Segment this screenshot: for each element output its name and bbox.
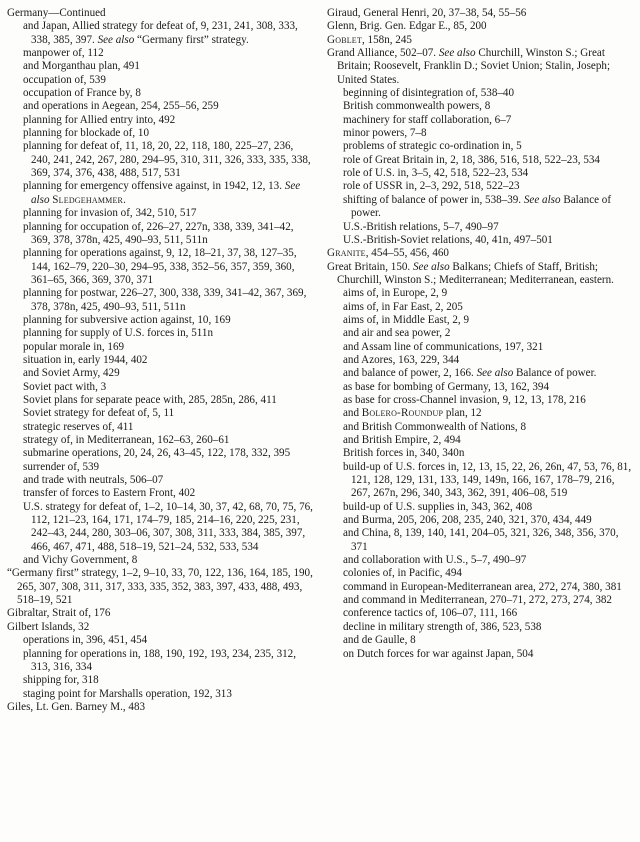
- index-heading: Grand Alliance, 502–07. See also Churchill, Winston S.; Great Britain; Roosevelt, Franklin D.; Soviet Union; Stalin, Joseph; United States.: [327, 47, 613, 86]
- index-heading: Germany—Continued: [7, 7, 106, 19]
- index-subentry: aims of, in Far East, 2, 205: [343, 300, 463, 313]
- index-subentry: aims of, in Europe, 2, 9: [343, 287, 448, 300]
- index-subentry: strategic reserves of, 411: [23, 420, 134, 433]
- index-subentry: and air and sea power, 2: [343, 327, 451, 340]
- index-subentry: and de Gaulle, 8: [343, 634, 416, 647]
- index-subentry: planning for supply of U.S. forces in, 511n: [23, 327, 214, 340]
- index-subentry: role of Great Britain in, 2, 18, 386, 516, 518, 522–23, 534: [343, 153, 600, 166]
- index-subentry: conference tactics of, 106–07, 111, 166: [343, 607, 518, 620]
- index-subentry: situation in, early 1944, 402: [23, 353, 148, 366]
- see-also-reference: Balkans; Chiefs of Staff, British; Churchill, Winston S.; Mediterranean; Mediterranean, eastern.: [337, 260, 614, 286]
- index-subentry: colonies of, in Pacific, 494: [343, 567, 462, 580]
- see-also-label: See also: [523, 193, 561, 206]
- index-subentry: as base for cross-Channel invasion, 9, 12, 13, 178, 216: [343, 393, 586, 406]
- index-subentry: planning for operations against, 9, 12, 18–21, 37, 38, 127–35, 144, 162–79, 220–30, 294–95, 338, 352–56, 357, 359, 360, 361–65, 366, 369, 370, 371: [23, 247, 300, 286]
- see-also-label: See also: [97, 33, 135, 46]
- index-subentry: and British Empire, 2, 494: [343, 434, 461, 446]
- smallcaps-term: Bolero-Roundup: [361, 407, 444, 420]
- index-subentry: and China, 8, 139, 140, 141, 204–05, 321, 326, 348, 356, 370, 371: [343, 527, 622, 553]
- see-also-reference: Balance of power.: [351, 193, 614, 220]
- index-subentry: aims of, in Middle East, 2, 9: [343, 313, 470, 326]
- index-subentry: manpower of, 112: [23, 47, 104, 60]
- see-also-reference: Balance of power.: [516, 367, 597, 380]
- smallcaps-term: Goblet: [327, 33, 362, 46]
- index-subentry: minor powers, 7–8: [343, 127, 427, 140]
- index-subentry: and command in Mediterranean, 270–71, 272, 273, 274, 382: [343, 594, 612, 607]
- index-subentry: strategy of, in Mediterranean, 162–63, 260–61: [23, 434, 230, 446]
- index-subentry: shipping for, 318: [23, 674, 99, 687]
- index-subentry: British forces in, 340, 340n: [343, 447, 465, 460]
- index-column-right: [327, 7, 632, 661]
- index-subentry: and trade with neutrals, 506–07: [23, 474, 164, 487]
- index-subentry: command in European-Mediterranean area, 272, 274, 380, 381: [343, 580, 622, 593]
- index-subentry: planning for defeat of, 11, 18, 20, 22, 118, 180, 225–27, 236, 240, 241, 242, 267, 280, 294–95, 310, 311, 326, 333, 335, 338, 369, 374, 376, 438, 488, 517, 531: [23, 140, 314, 180]
- index-heading: Glenn, Brig. Gen. Edgar E., 85, 200: [327, 20, 487, 33]
- index-heading: Goblet, 158n, 245: [327, 33, 412, 46]
- see-also-label: See also: [476, 367, 514, 380]
- index-subentry: occupation of France by, 8: [23, 87, 141, 100]
- index-subentry: Soviet plans for separate peace with, 285, 285n, 286, 411: [23, 393, 277, 406]
- index-subentry: shifting of balance of power in, 538–39. See also Balance of power.: [343, 193, 614, 220]
- index-subentry: role of USSR in, 2–3, 292, 518, 522–23: [343, 180, 520, 193]
- index-heading: Great Britain, 150. See also Balkans; Chiefs of Staff, British; Churchill, Winston S.; Mediterranean; Mediterranean, eastern.: [327, 260, 614, 286]
- index-subentry: and operations in Aegean, 254, 255–56, 259: [23, 100, 219, 113]
- see-also-reference: Churchill, Winston S.; Great Britain; Roosevelt, Franklin D.; Soviet Union; Stalin, Joseph; United States.: [337, 47, 613, 86]
- index-subentry: staging point for Marshalls operation, 192, 313: [23, 687, 232, 700]
- see-also-reference: “Germany first” strategy.: [137, 33, 249, 46]
- index-subentry: machinery for staff collaboration, 6–7: [343, 113, 512, 126]
- index-subentry: build-up of U.S. supplies in, 343, 362, 408: [343, 500, 533, 513]
- index-subentry: and Japan, Allied strategy for defeat of, 9, 231, 241, 308, 333, 338, 385, 397. See also “Germany first” strategy.: [23, 20, 301, 46]
- index-subentry: Soviet strategy for defeat of, 5, 11: [23, 407, 175, 420]
- index-subentry: operations in, 396, 451, 454: [23, 634, 148, 647]
- index-heading: Granite, 454–55, 456, 460: [327, 247, 449, 260]
- index-column-left: [7, 7, 316, 714]
- index-subentry: British commonwealth powers, 8: [343, 100, 491, 113]
- index-subentry: planning for Allied entry into, 492: [23, 113, 176, 126]
- see-also-label: See also: [438, 47, 476, 60]
- index-subentry: planning for occupation of, 226–27, 227n, 338, 339, 341–42, 369, 378, 378n, 425, 490–93, 511, 511n: [23, 220, 297, 246]
- index-subentry: U.S. strategy for defeat of, 1–2, 10–14, 30, 37, 42, 68, 70, 75, 76, 112, 121–23, 164, 171, 174–79, 185, 214–16, 220, 225, 231, 242–43, 244, 280, 303–06, 307, 308, 311, 333, 384, 385, 397, 466, 467, 471, 488, 518–19, 521–24, 532, 533, 534: [23, 500, 316, 553]
- index-subentry: and Azores, 163, 229, 344: [343, 353, 460, 366]
- index-heading: “Germany first” strategy, 1–2, 9–10, 33, 70, 122, 136, 164, 185, 190, 265, 307, 308, 311, 317, 333, 335, 352, 383, 397, 433, 488, 493, 518–19, 521: [7, 567, 316, 607]
- index-subentry: on Dutch forces for war against Japan, 504: [343, 647, 534, 660]
- index-subentry: U.S.-British-Soviet relations, 40, 41n, 497–501: [343, 233, 553, 246]
- index-heading: Giles, Lt. Gen. Barney M., 483: [7, 700, 146, 713]
- index-subentry: and Vichy Government, 8: [23, 554, 138, 567]
- index-heading: Gibraltar, Strait of, 176: [7, 607, 111, 620]
- see-also-label: See also: [31, 180, 303, 206]
- see-also-label: See also: [412, 260, 450, 273]
- index-subentry: planning for operations in, 188, 190, 192, 193, 234, 235, 312, 313, 316, 334: [23, 647, 299, 673]
- index-subentry: planning for emergency offensive against, in 1942, 12, 13. See also Sledgehammer.: [23, 180, 303, 206]
- index-subentry: planning for invasion of, 342, 510, 517: [23, 207, 197, 220]
- smallcaps-term: Granite: [327, 247, 366, 260]
- index-subentry: planning for blockade of, 10: [23, 127, 150, 140]
- index-heading: Gilbert Islands, 32: [7, 620, 90, 633]
- index-subentry: decline in military strength of, 386, 523, 538: [343, 620, 542, 633]
- index-subentry: surrender of, 539: [23, 460, 100, 473]
- index-subentry: and British Commonwealth of Nations, 8: [343, 420, 527, 433]
- index-subentry: as base for bombing of Germany, 13, 162, 394: [343, 380, 550, 393]
- index-subentry: role of U.S. in, 3–5, 42, 518, 522–23, 534: [343, 167, 529, 180]
- index-subentry: build-up of U.S. forces in, 12, 13, 15, 22, 26, 26n, 47, 53, 76, 81, 121, 128, 129, 131, 133, 149, 149n, 166, 167, 178–79, 216, 267, 267n, 296, 340, 343, 362, 391, 406–08, 519: [343, 460, 634, 500]
- see-also-reference: Sledgehammer.: [52, 193, 127, 206]
- index-subentry: and Burma, 205, 206, 208, 235, 240, 321, 370, 434, 449: [343, 514, 592, 527]
- index-subentry: U.S.-British relations, 5–7, 490–97: [343, 220, 499, 233]
- index-subentry: planning for postwar, 226–27, 300, 338, 339, 341–42, 367, 369, 378, 378n, 425, 490–93, 511, 511n: [23, 287, 310, 313]
- index-subentry: beginning of disintegration of, 538–40: [343, 87, 515, 100]
- index-subentry: occupation of, 539: [23, 73, 106, 86]
- index-heading: Giraud, General Henri, 20, 37–38, 54, 55–56: [327, 7, 527, 19]
- index-subentry: submarine operations, 20, 24, 26, 43–45, 122, 178, 332, 395: [23, 447, 291, 460]
- index-subentry: Soviet pact with, 3: [23, 380, 107, 393]
- index-subentry: and balance of power, 2, 166. See also Balance of power.: [343, 367, 597, 380]
- index-subentry: problems of strategic co-ordination in, 5: [343, 140, 522, 153]
- index-subentry: and Morganthau plan, 491: [23, 60, 140, 73]
- index-subentry: transfer of forces to Eastern Front, 402: [23, 487, 196, 500]
- index-subentry: and collaboration with U.S., 5–7, 490–97: [343, 554, 527, 567]
- index-subentry: popular morale in, 169: [23, 340, 125, 353]
- index-subentry: and Assam line of communications, 197, 321: [343, 340, 544, 353]
- index-subentry: and Bolero-Roundup plan, 12: [343, 407, 482, 420]
- index-subentry: and Soviet Army, 429: [23, 367, 120, 380]
- index-subentry: planning for subversive action against, 10, 169: [23, 313, 231, 326]
